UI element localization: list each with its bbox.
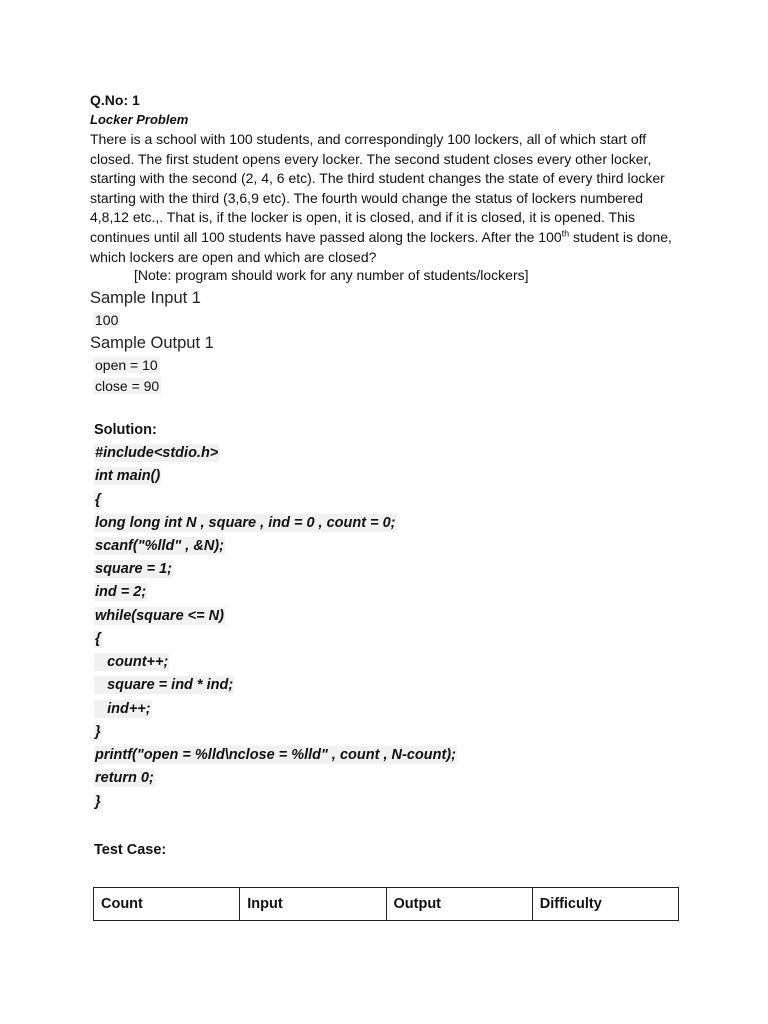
statement-text: student is done, bbox=[569, 228, 672, 245]
statement-line: There is a school with 100 students, and correspondingly 100 lockers, all of which start off bbox=[90, 131, 647, 147]
code-line: return 0; bbox=[95, 770, 154, 786]
code-line: int main() bbox=[95, 468, 161, 484]
test-case-table bbox=[93, 887, 679, 921]
code-line: scanf("%lld" , &N); bbox=[95, 538, 224, 554]
code-line: { bbox=[95, 492, 101, 508]
sample-input-heading: Sample Input 1 bbox=[90, 289, 201, 307]
column-header-output: Output bbox=[386, 888, 532, 921]
code-line: } bbox=[95, 724, 101, 740]
statement-line: 4,8,12 etc.,. That is, if the locker is open, it is closed, and if it is closed, it is opened. This bbox=[90, 209, 635, 226]
statement-line bbox=[90, 228, 680, 248]
statement-line: starting with the second (2, 4, 6 etc). The third student changes the state of every third locker bbox=[90, 170, 665, 187]
code-line: square = ind * ind; bbox=[95, 677, 234, 693]
sample-output-line: close = 90 bbox=[95, 378, 160, 394]
code-line: count++; bbox=[95, 654, 169, 670]
question-number: Q.No: 1 bbox=[90, 92, 140, 108]
test-case-heading: Test Case: bbox=[94, 842, 167, 858]
sample-output-line: open = 10 bbox=[95, 357, 158, 373]
code-line: #include<stdio.h> bbox=[95, 445, 219, 461]
column-header-input: Input bbox=[240, 888, 386, 921]
problem-statement bbox=[90, 130, 680, 267]
statement-line: which lockers are open and which are closed? bbox=[90, 248, 377, 265]
code-line: while(square <= N) bbox=[95, 608, 224, 624]
table-header-row bbox=[94, 888, 679, 921]
solution-heading: Solution: bbox=[94, 422, 157, 438]
code-line: printf("open = %lld\nclose = %lld" , count , N-count); bbox=[95, 747, 456, 763]
problem-note: [Note: program should work for any number of students/lockers] bbox=[134, 267, 529, 283]
code-line: { bbox=[95, 631, 101, 647]
code-line: long long int N , square , ind = 0 , count = 0; bbox=[95, 515, 396, 531]
column-header-difficulty: Difficulty bbox=[532, 888, 678, 921]
sample-output-heading: Sample Output 1 bbox=[90, 334, 214, 352]
ordinal-superscript: th bbox=[561, 228, 570, 239]
code-line: square = 1; bbox=[95, 561, 172, 577]
statement-line: closed. The first student opens every locker. The second student closes every other locker, bbox=[90, 150, 652, 167]
column-header-count: Count bbox=[94, 888, 240, 921]
code-line: } bbox=[95, 794, 101, 810]
code-line: ind++; bbox=[95, 701, 151, 717]
sample-input-value: 100 bbox=[95, 312, 119, 328]
code-line: ind = 2; bbox=[95, 584, 147, 600]
statement-line: starting with the third (3,6,9 etc). The fourth would change the status of lockers numbered bbox=[90, 189, 644, 206]
problem-title: Locker Problem bbox=[90, 112, 189, 127]
statement-text: continues until all 100 students have passed along the lockers. After the 100 bbox=[90, 228, 562, 245]
